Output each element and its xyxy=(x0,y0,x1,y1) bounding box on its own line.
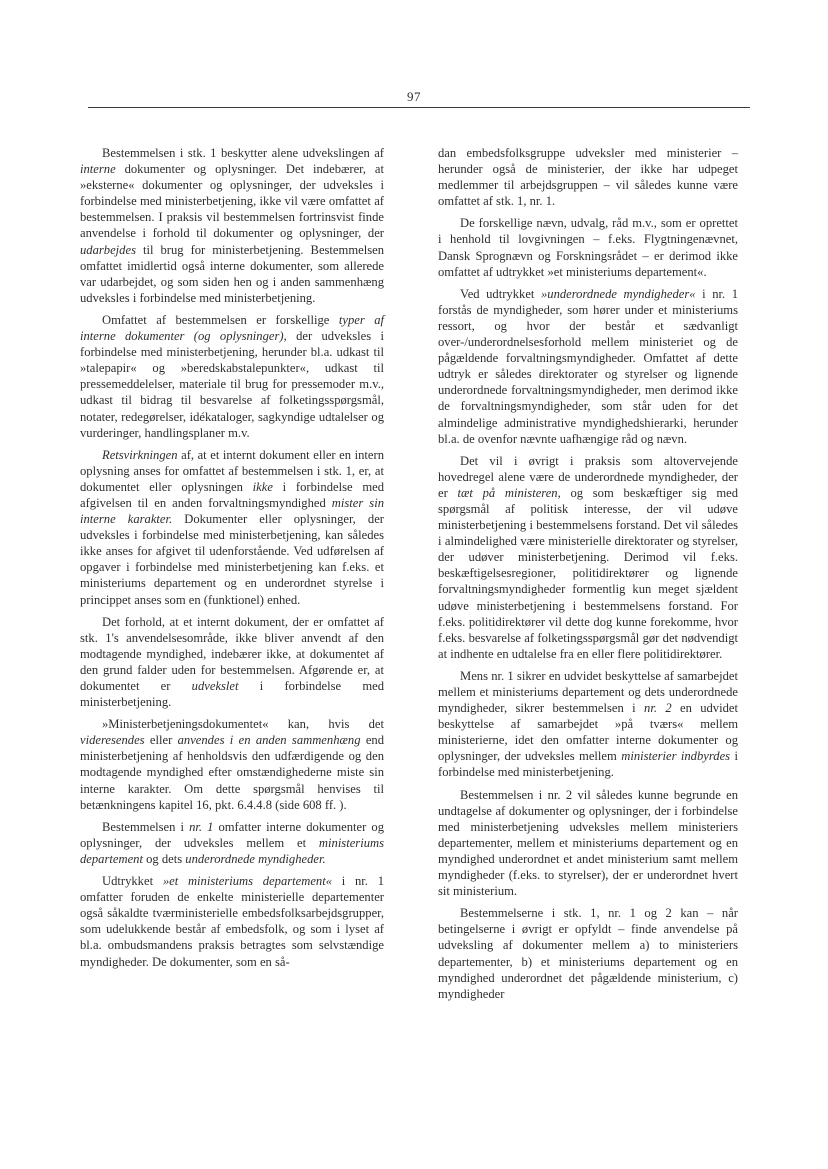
emphasis-text: ministeriums departement xyxy=(80,835,384,866)
emphasis-text: »et ministeriums departement« xyxy=(162,874,333,889)
body-text: til brug for ministerbetjening. Bestemmelsen omfattet imidlertid også interne dokumenter, som allerede var udarbejdet, og som siden hen og i anden sammenhæng udveksles i forbindelse med ministerbetjening. xyxy=(80,242,384,305)
paragraph xyxy=(438,787,738,900)
body-text: omfatter interne dokumenter og oplysninger, der udveksles mellem et xyxy=(80,819,384,850)
paragraph xyxy=(438,286,738,447)
emphasis-text: anvendes i en anden sammenhæng xyxy=(177,733,361,748)
emphasis-text: udvekslet xyxy=(191,679,239,693)
left-text-column xyxy=(80,145,384,976)
body-text: i forbindelse med afgivelsen til en anden forvaltningsmyndighed xyxy=(80,479,384,510)
emphasis-text: interne xyxy=(80,162,116,177)
emphasis-text: udarbejdes xyxy=(80,242,136,257)
body-text: en udvidet beskyttelse af samarbejdet »på tværs« mellem ministerierne, idet den omfatter interne dokumenter og oplysninger, der udveksles mellem xyxy=(438,701,738,764)
paragraph xyxy=(80,716,384,813)
paragraph xyxy=(80,312,384,441)
emphasis-text: Retsvirkningen xyxy=(102,447,178,462)
page-number: 97 xyxy=(407,89,421,104)
body-text: og dets xyxy=(142,851,186,866)
paragraph xyxy=(438,145,738,209)
body-text: i nr. 1 forstås de myndigheder, som hører under et ministeriums ressort, og hvor der består et sædvanligt over-/underordnelsesforhold mellem ministeriet og de pågældende forvaltningsmyndigheder. Omfattet af dette udtryk er således direktorater og styrelser og lignende underordnede forvaltningsmyndigheder, men derimod ikke de forvaltningsmyndigheder, som står uden for det almindelige administrative myndighedshierarki, herunder bl.a. de ovenfor nævnte uafhængige råd og nævn. xyxy=(438,286,738,446)
body-text: Ved udtrykket xyxy=(460,286,541,301)
body-text: dokumenter og oplysninger. Det indebærer, at »eksterne« dokumenter og oplysninger, der udveksles i forbindelse med ministerbetjening, ikke vil være omfattet af bestemmelsen. I praksis vil bestemmelsen fortrinsvist finde anvendelse i forhold til dokumenter og oplysninger, der xyxy=(80,162,384,241)
emphasis-text: »underordnede myndigheder« xyxy=(540,286,696,301)
paragraph xyxy=(438,668,738,781)
emphasis-text: ministerier indbyrdes xyxy=(621,749,731,764)
paragraph xyxy=(80,145,384,306)
emphasis-text: mister sin interne karakter. xyxy=(80,495,384,527)
body-text: »Ministerbetjeningsdokumentet« kan, hvis det xyxy=(102,717,384,732)
body-text: end ministerbetjening af henholdsvis den udfærdigende og den modtagende myndighed efter omstændighederne miste sin interne karakter. Om dette spørgsmål henvises til betænkningens kapitel 16, pkt. 6.4.4.8 (side 608 ff. ). xyxy=(80,733,385,812)
body-text: i forbindelse med ministerbetjening. xyxy=(80,679,384,710)
header-rule xyxy=(88,107,750,108)
body-text: Det vil i øvrigt i praksis som altovervejende hovedregel alene være de underordnede myndigheder, der er xyxy=(438,453,738,500)
body-text: Omfattet af bestemmelsen er forskellige xyxy=(102,312,339,327)
right-text-column xyxy=(438,145,738,1008)
body-text: af, at et internt dokument eller en intern oplysning anses for omfattet af bestemmelsen i stk. 1, er, at dokumentet eller oplysningen xyxy=(80,447,384,494)
body-text: dan embedsfolksgruppe udveksler med ministerier – herunder også de ministerier, der ikke har udpeget medlemmer til arbejdsgruppen – vil således kunne være omfattet af stk. 1, nr. 1. xyxy=(438,146,738,209)
emphasis-text: ikke xyxy=(252,479,273,494)
body-text: Bestemmelsen i stk. 1 beskytter alene udvekslingen af xyxy=(102,146,384,160)
emphasis-text: typer af interne dokumenter (og oplysninger), xyxy=(80,312,384,344)
emphasis-text: underordnede myndigheder. xyxy=(185,851,326,866)
paragraph xyxy=(438,453,738,662)
paragraph xyxy=(80,873,384,970)
paragraph xyxy=(80,447,384,608)
emphasis-text: nr. 2 xyxy=(644,701,672,716)
body-text: Mens nr. 1 sikrer en udvidet beskyttelse af samarbejdet mellem et ministeriums departement og dets underordnede myndigheder, sikrer bestemmelsen i xyxy=(438,668,738,716)
paragraph xyxy=(80,819,384,867)
body-text: Bestemmelsen i nr. 2 vil således kunne begrunde en undtagelse af dokumenter og oplysninger, der i forbindelse med ministerbetjening udveksles mellem ministeriers departementer, mellem et ministeriums departement og en myndighed underordnet et andet ministerium samt mellem myndigheder (f.eks. to styrelser), der er underordnet hvert sit ministerium. xyxy=(438,787,738,899)
body-text: Dokumenter eller oplysninger, der udveksles i forbindelse med ministerbetjening, kan således ikke anses for afgivet til udenforstående. Ved udførelsen af opgaver i forbindelse med ministerbetjening kan f.eks. et ministeriums departement og en underordnet styrelse i princippet anses som en (funktionel) enhed. xyxy=(80,512,384,607)
body-text: i forbindelse med ministerbetjening. xyxy=(438,749,738,780)
body-text: der udveksles i forbindelse med ministerbetjening, herunder bl.a. udkast til »talepapir« og »beredskabstalepunkter«, udkast til pressemeddelelser, materiale til brug for pressemoder m.v., udkast til bidrag til besvarelse af folketingsspørgsmål, notater, redegørelser, idékataloger, sagkyndige udtalelser og vurderinger, handlingsplaner m.v. xyxy=(80,329,384,440)
body-text: Udtrykket xyxy=(102,874,163,889)
body-text: i nr. 1 omfatter foruden de enkelte ministerielle departementer også såkaldte tværministerielle embedsfolksarbejdsgrupper, som udelukkende består af embedsfolk, og som i lyset af bl.a. ombudsmandens praksis betragtes som selvstændige myndigheder. De dokumenter, som en så- xyxy=(80,874,384,969)
paragraph xyxy=(80,614,384,711)
body-text: De forskellige nævn, udvalg, råd m.v., som er oprettet i henhold til lovgivningen – f.eks. Flygtningenævnet, Dansk Sprognævn og Forskningsrådet – er derimod ikke omfattet af udtrykket »et ministeriums departement«. xyxy=(438,216,738,279)
emphasis-text: videresendes xyxy=(80,733,145,748)
emphasis-text: nr. 1 xyxy=(189,819,214,834)
body-text: Det forhold, at et internt dokument, der er omfattet af stk. 1's anvendelsesområde, ikke bliver anvendt af den modtagende myndighed, indebærer ikke, at dokumentet af den grund falder uden for bestemmelsen. Afgørende er, at dokumentet er xyxy=(80,614,384,693)
paragraph xyxy=(438,905,738,1002)
body-text: Bestemmelserne i stk. 1, nr. 1 og 2 kan – når betingelserne i øvrigt er opfyldt – finde anvendelse på udveksling af dokumenter mellem a) to ministeriers departementer, b) et ministeriums departement og en myndighed underordnet det pågældende ministerium, c) myndigheder xyxy=(438,906,738,1001)
body-text: og som beskæftiger sig med spørgsmål af politisk interesse, der vil udøve ministerbetjening i bestemmelsens forstand. Det vil således i almindelighed være ministerielle direktorater og styrelser, der udøver ministerbetjening. Derimod vil f.eks. beskæftigelsesregioner, politidirektører og lignende forvaltningsmyndigheder formentlig kun meget sjældent udøve ministerbetjening i bestemmelsens forstand. For f.eks. politidirektører vil dette dog kunne forekomme, hvor f.eks. besvarelse af folketingsspørgsmål gør det nødvendigt at indhente en udtalelse fra en eller flere politidirektører. xyxy=(438,485,738,661)
emphasis-text: tæt på ministeren, xyxy=(457,485,561,500)
body-text: eller xyxy=(144,733,178,748)
paragraph xyxy=(438,215,738,279)
body-text: Bestemmelsen i xyxy=(102,819,190,834)
